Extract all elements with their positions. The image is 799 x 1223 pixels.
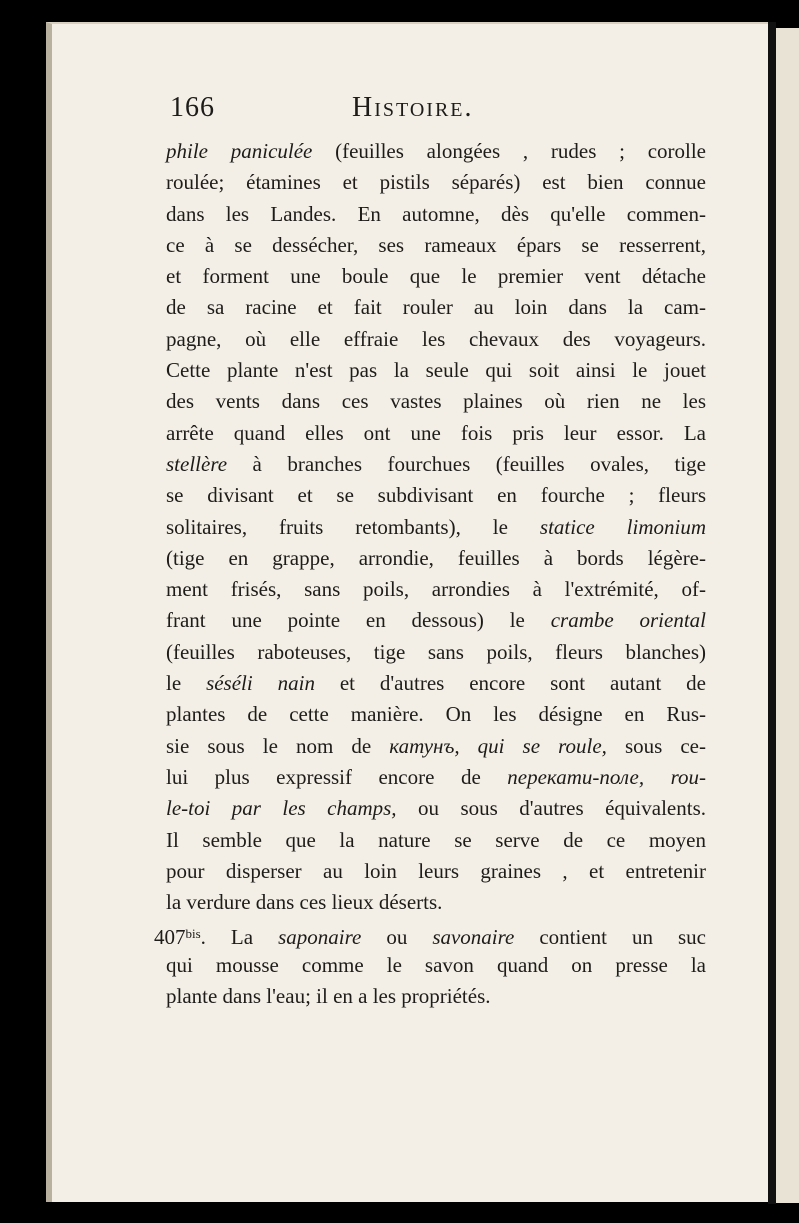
text-run: ou sous d'autres équivalents. bbox=[396, 796, 706, 821]
italic-text: перекати-поле, rou- bbox=[507, 764, 706, 789]
text-run: à branches fourchues (feuilles ovales, tige bbox=[227, 451, 706, 476]
text-line bbox=[166, 668, 706, 699]
text-line bbox=[166, 825, 706, 856]
text-run: (feuilles alongées , rudes ; corolle bbox=[312, 139, 706, 163]
text-run: ou bbox=[361, 925, 433, 950]
text-run: 407 bbox=[154, 925, 186, 950]
text-line bbox=[166, 355, 706, 386]
italic-text: phile paniculée bbox=[166, 139, 313, 163]
superscript-text: bis bbox=[185, 926, 201, 942]
text-line bbox=[166, 324, 706, 355]
text-line bbox=[166, 887, 706, 918]
text-run: (tige en grappe, arrondie, feuilles à bords légère- bbox=[166, 545, 706, 570]
italic-text: катунъ, qui se roule, bbox=[389, 733, 607, 758]
text-line bbox=[166, 762, 706, 793]
text-run: des vents dans ces vastes plaines où rien ne les bbox=[166, 389, 706, 414]
italic-text: séséli nain bbox=[206, 671, 315, 696]
text-run: plantes de cette manière. On les désigne en Rus- bbox=[166, 702, 706, 727]
text-run: contient un suc bbox=[514, 925, 706, 950]
text-line bbox=[166, 543, 706, 574]
text-run: lui plus expressif encore de bbox=[166, 764, 508, 789]
text-run: ment frisés, sans poils, arrondies à l'extrémité, of- bbox=[166, 577, 706, 602]
running-title: Histoire. bbox=[352, 92, 474, 123]
text-run: plante dans l'eau; il en a les propriétés. bbox=[166, 984, 491, 1009]
text-run: de sa racine et fait rouler au loin dans la cam- bbox=[166, 295, 706, 320]
text-run: (feuilles raboteuses, tige sans poils, fleurs blanches) bbox=[166, 639, 706, 664]
text-run: sous ce- bbox=[606, 733, 706, 758]
italic-text: le-toi par les champs, bbox=[166, 796, 397, 821]
text-line bbox=[166, 574, 706, 605]
text-run: arrête quand elles ont une fois pris leur essor. La bbox=[166, 420, 706, 445]
text-line bbox=[166, 512, 706, 543]
body-text bbox=[154, 136, 707, 1012]
text-run: . La bbox=[200, 925, 279, 950]
text-run: frant une pointe en dessous) le bbox=[166, 608, 551, 633]
text-line bbox=[166, 292, 706, 323]
text-run: Il semble que la nature se serve de ce moyen bbox=[166, 827, 706, 852]
text-run: solitaires, fruits retombants), le bbox=[166, 514, 540, 539]
facing-page-edge bbox=[776, 28, 799, 1203]
italic-text: saponaire bbox=[278, 925, 362, 950]
page-header bbox=[170, 92, 710, 132]
text-line bbox=[166, 856, 706, 887]
text-run: dans les Landes. En automne, dès qu'elle commen- bbox=[166, 201, 706, 226]
text-line bbox=[166, 136, 706, 167]
text-line bbox=[166, 480, 706, 511]
text-line bbox=[166, 167, 706, 198]
text-run: le bbox=[166, 671, 207, 696]
italic-text: savonaire bbox=[432, 925, 515, 950]
text-line bbox=[166, 449, 706, 480]
text-line bbox=[154, 918, 706, 949]
text-run: pagne, où elle effraie les chevaux des voyageurs. bbox=[166, 326, 706, 351]
text-run: pour disperser au loin leurs graines , et entretenir bbox=[166, 858, 706, 883]
text-run: et d'autres encore sont autant de bbox=[314, 671, 706, 696]
text-run: qui mousse comme le savon quand on presse la bbox=[166, 952, 706, 977]
text-line bbox=[166, 261, 706, 292]
page-number: 166 bbox=[170, 92, 215, 123]
italic-text: statice limonium bbox=[539, 514, 707, 539]
text-line bbox=[166, 731, 706, 762]
text-run: se divisant et se subdivisant en fourche ; fleurs bbox=[166, 483, 706, 508]
italic-text: stellère bbox=[166, 451, 228, 476]
text-line bbox=[166, 230, 706, 261]
text-line bbox=[166, 637, 706, 668]
text-line bbox=[166, 950, 706, 981]
text-line bbox=[166, 793, 706, 824]
text-run: sie sous le nom de bbox=[166, 733, 390, 758]
text-run: et forment une boule que le premier vent détache bbox=[166, 264, 706, 289]
page-gutter bbox=[768, 22, 776, 1204]
text-line bbox=[166, 386, 706, 417]
text-line bbox=[166, 981, 706, 1012]
text-line bbox=[166, 605, 706, 636]
text-run: roulée; étamines et pistils séparés) est bien connue bbox=[166, 170, 706, 195]
text-run: Cette plante n'est pas la seule qui soit ainsi le jouet bbox=[166, 358, 706, 383]
text-run: la verdure dans ces lieux déserts. bbox=[166, 890, 443, 915]
text-run: ce à se dessécher, ses rameaux épars se resserrent, bbox=[166, 232, 706, 257]
italic-text: crambe oriental bbox=[550, 608, 707, 633]
text-line bbox=[166, 699, 706, 730]
text-line bbox=[166, 418, 706, 449]
text-line bbox=[166, 199, 706, 230]
